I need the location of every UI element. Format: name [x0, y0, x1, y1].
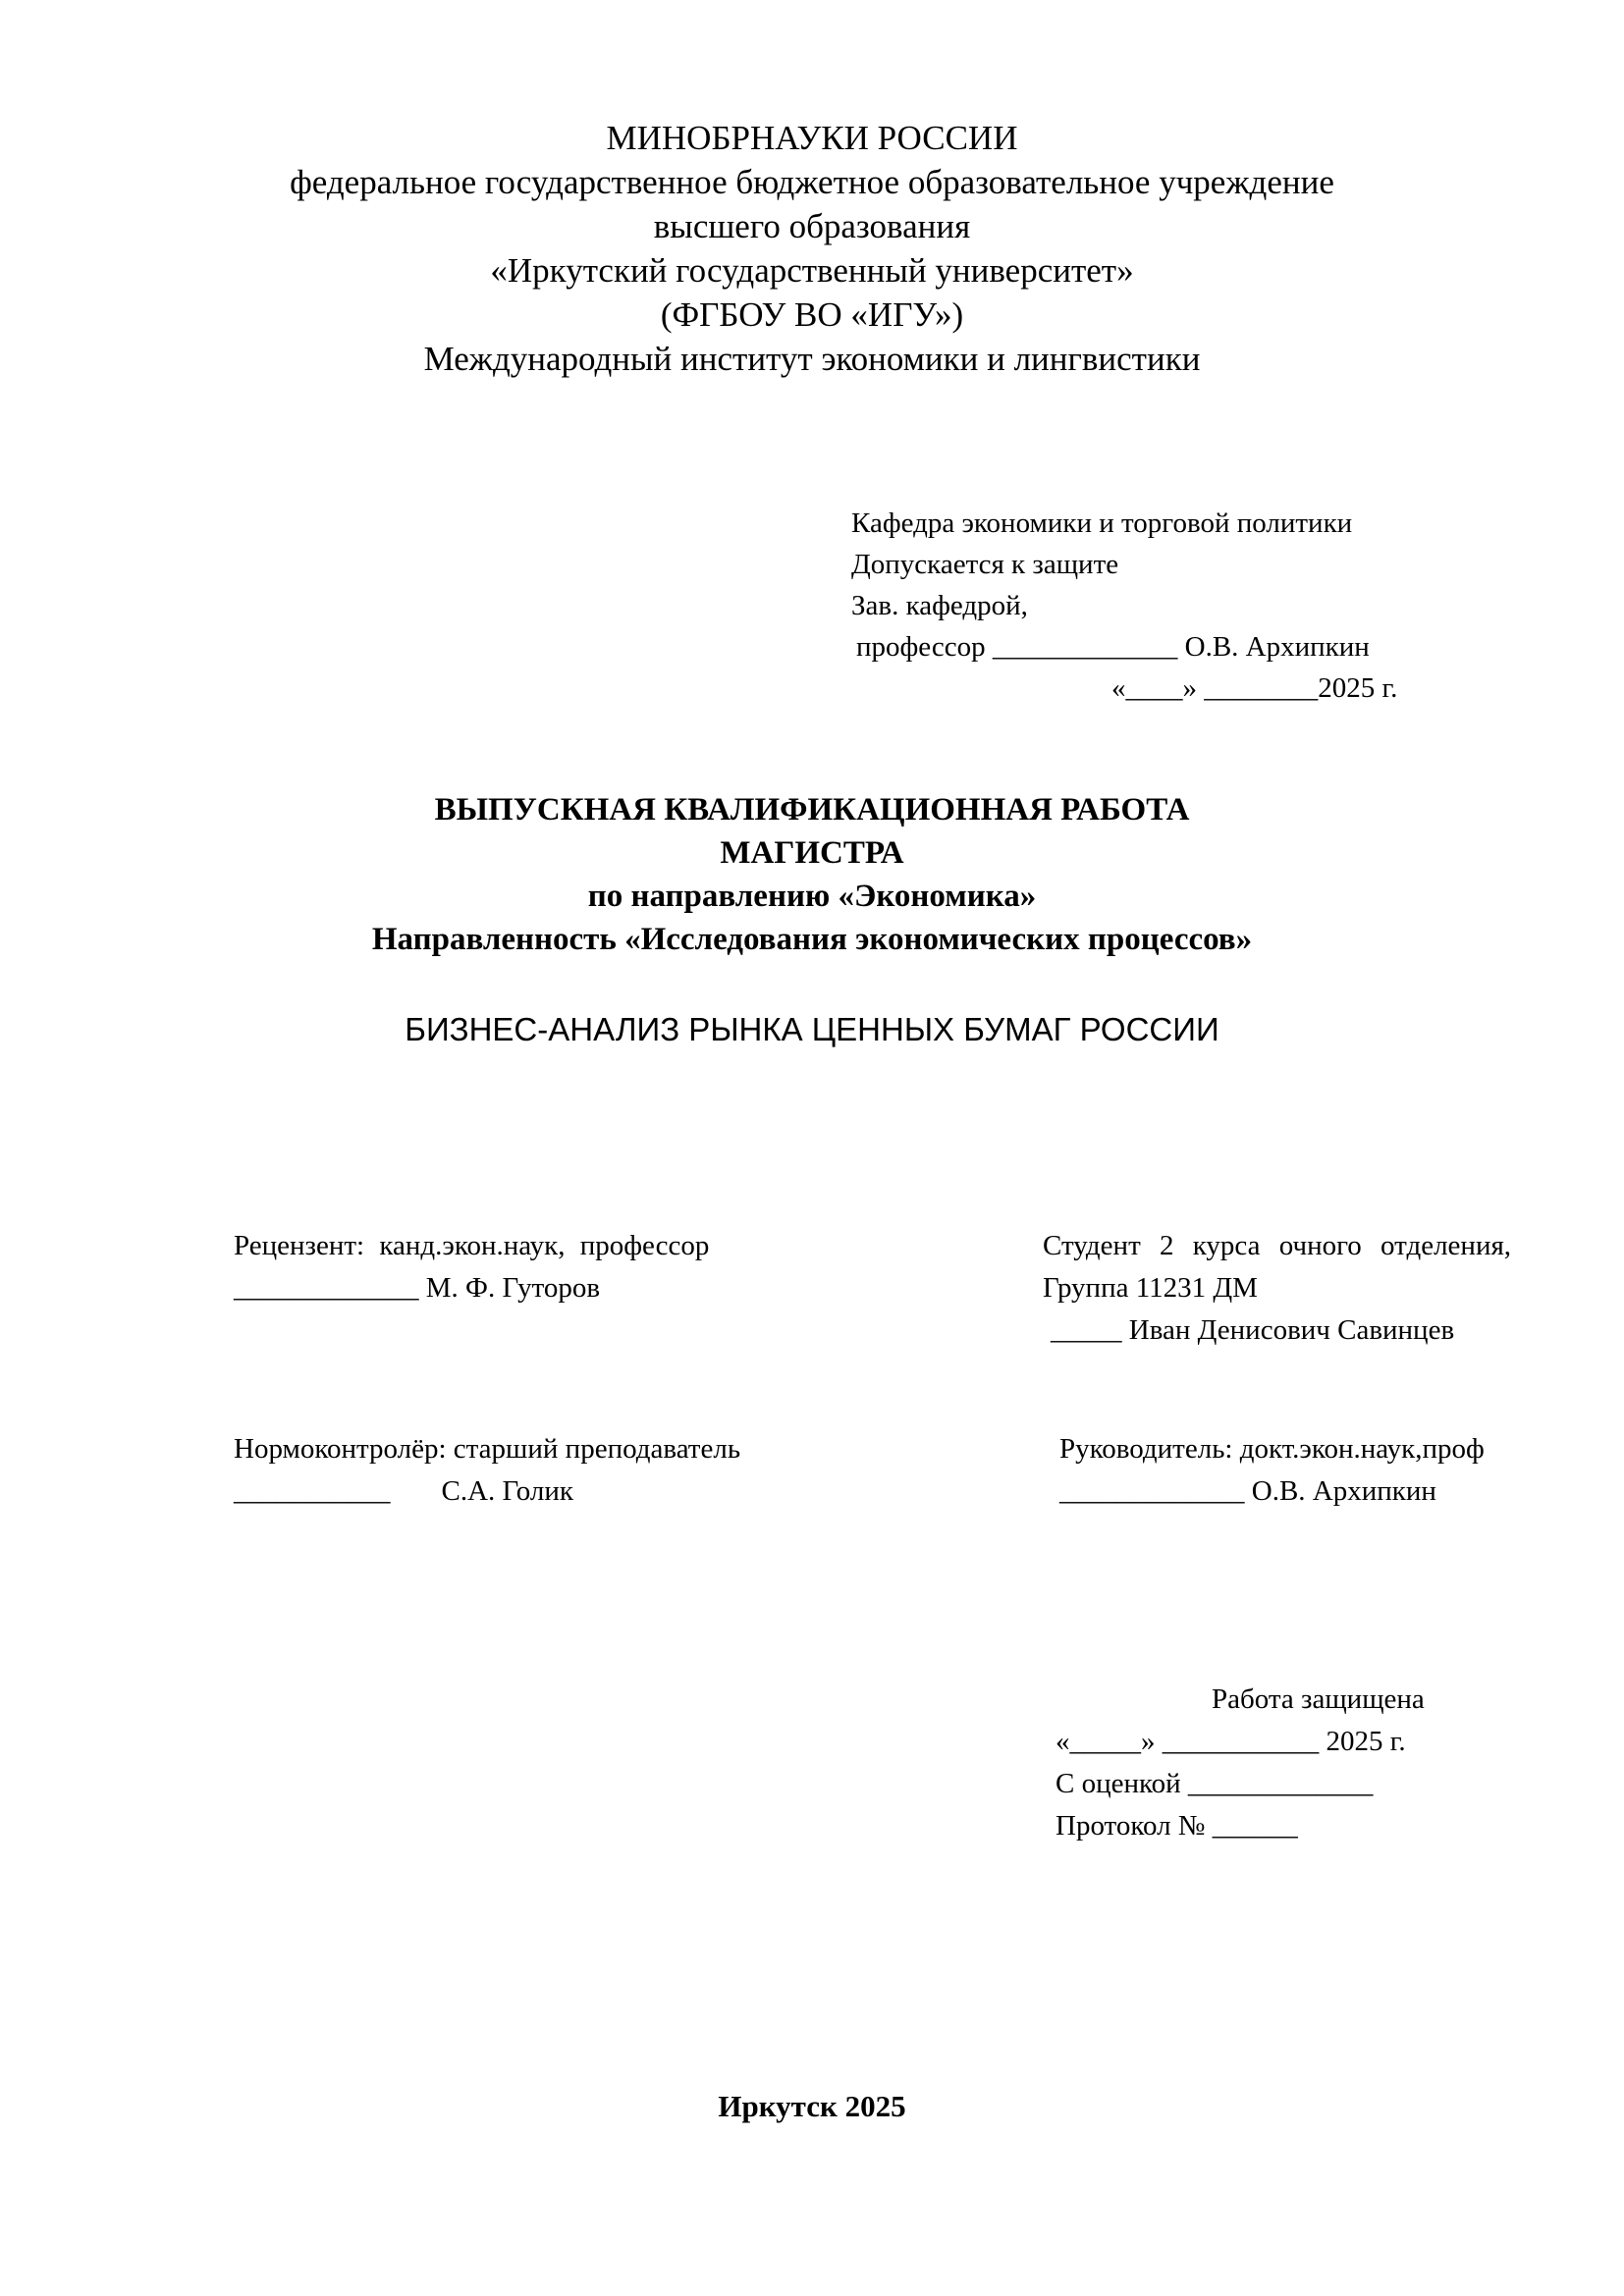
- normocontroller-block: [234, 1428, 740, 1513]
- reviewer-signature: _____________ М. Ф. Гуторов: [234, 1272, 601, 1304]
- work-type: ВЫПУСКНАЯ КВАЛИФИКАЦИОННАЯ РАБОТА: [434, 792, 1190, 828]
- defense-block: [1056, 1679, 1425, 1847]
- ministry-name: МИНОБРНАУКИ РОССИИ: [606, 119, 1018, 157]
- defense-date: «_____» ___________ 2025 г.: [1056, 1726, 1406, 1757]
- department-name: Кафедра экономики и торговой политики: [851, 507, 1353, 539]
- defense-protocol: Протокол № ______: [1056, 1810, 1298, 1842]
- approval-block: [851, 503, 1397, 709]
- university-abbreviation: (ФГБОУ ВО «ИГУ»): [660, 295, 964, 334]
- thesis-topic: БИЗНЕС-АНАЛИЗ РЫНКА ЦЕННЫХ БУМАГ РОССИИ: [405, 1011, 1219, 1047]
- institution-level: высшего образования: [653, 207, 971, 245]
- approval-date: «____» ________2025 г.: [1111, 672, 1398, 704]
- admitted-text: Допускается к защите: [851, 549, 1119, 580]
- specialization: Направленность «Исследования экономических процессов»: [371, 922, 1253, 957]
- normocontroller-name: С.А. Голик: [441, 1475, 573, 1507]
- student-signature: _____ Иван Денисович Савинцев: [1051, 1314, 1455, 1346]
- institution-type: федеральное государственное бюджетное образовательное учреждение: [290, 163, 1334, 201]
- reviewer-label: Рецензент: канд.экон.наук, профессор: [234, 1230, 710, 1261]
- city-year: Иркутск 2025: [718, 2089, 906, 2123]
- student-course: Студент 2 курса очного отделения,: [1043, 1230, 1512, 1261]
- normocontroller-signature: [234, 1470, 740, 1513]
- normocontroller-label: Нормоконтролёр: старший преподаватель: [234, 1433, 741, 1465]
- leader-block: [1059, 1428, 1485, 1513]
- degree: МАГИСТРА: [720, 835, 904, 871]
- department-head-signature: профессор _____________ О.В. Архипкин: [856, 631, 1370, 663]
- defense-grade: С оценкой _____________: [1056, 1768, 1374, 1799]
- direction: по направлению «Экономика»: [587, 879, 1037, 914]
- student-group: Группа 11231 ДМ: [1043, 1272, 1258, 1304]
- header-block: [0, 116, 1624, 381]
- institute-name: Международный институт экономики и лингвистики: [423, 340, 1201, 378]
- defense-label: Работа защищена: [1212, 1683, 1425, 1715]
- work-title-block: [0, 788, 1624, 961]
- department-head-label: Зав. кафедрой,: [851, 590, 1028, 621]
- leader-signature: _____________ О.В. Архипкин: [1059, 1475, 1436, 1507]
- university-name: «Иркутский государственный университет»: [490, 251, 1134, 290]
- leader-label: Руководитель: докт.экон.наук,проф: [1059, 1433, 1485, 1465]
- student-block: [1043, 1225, 1511, 1352]
- normocontroller-signature-blank: ___________: [234, 1475, 391, 1507]
- reviewer-block: [234, 1225, 709, 1309]
